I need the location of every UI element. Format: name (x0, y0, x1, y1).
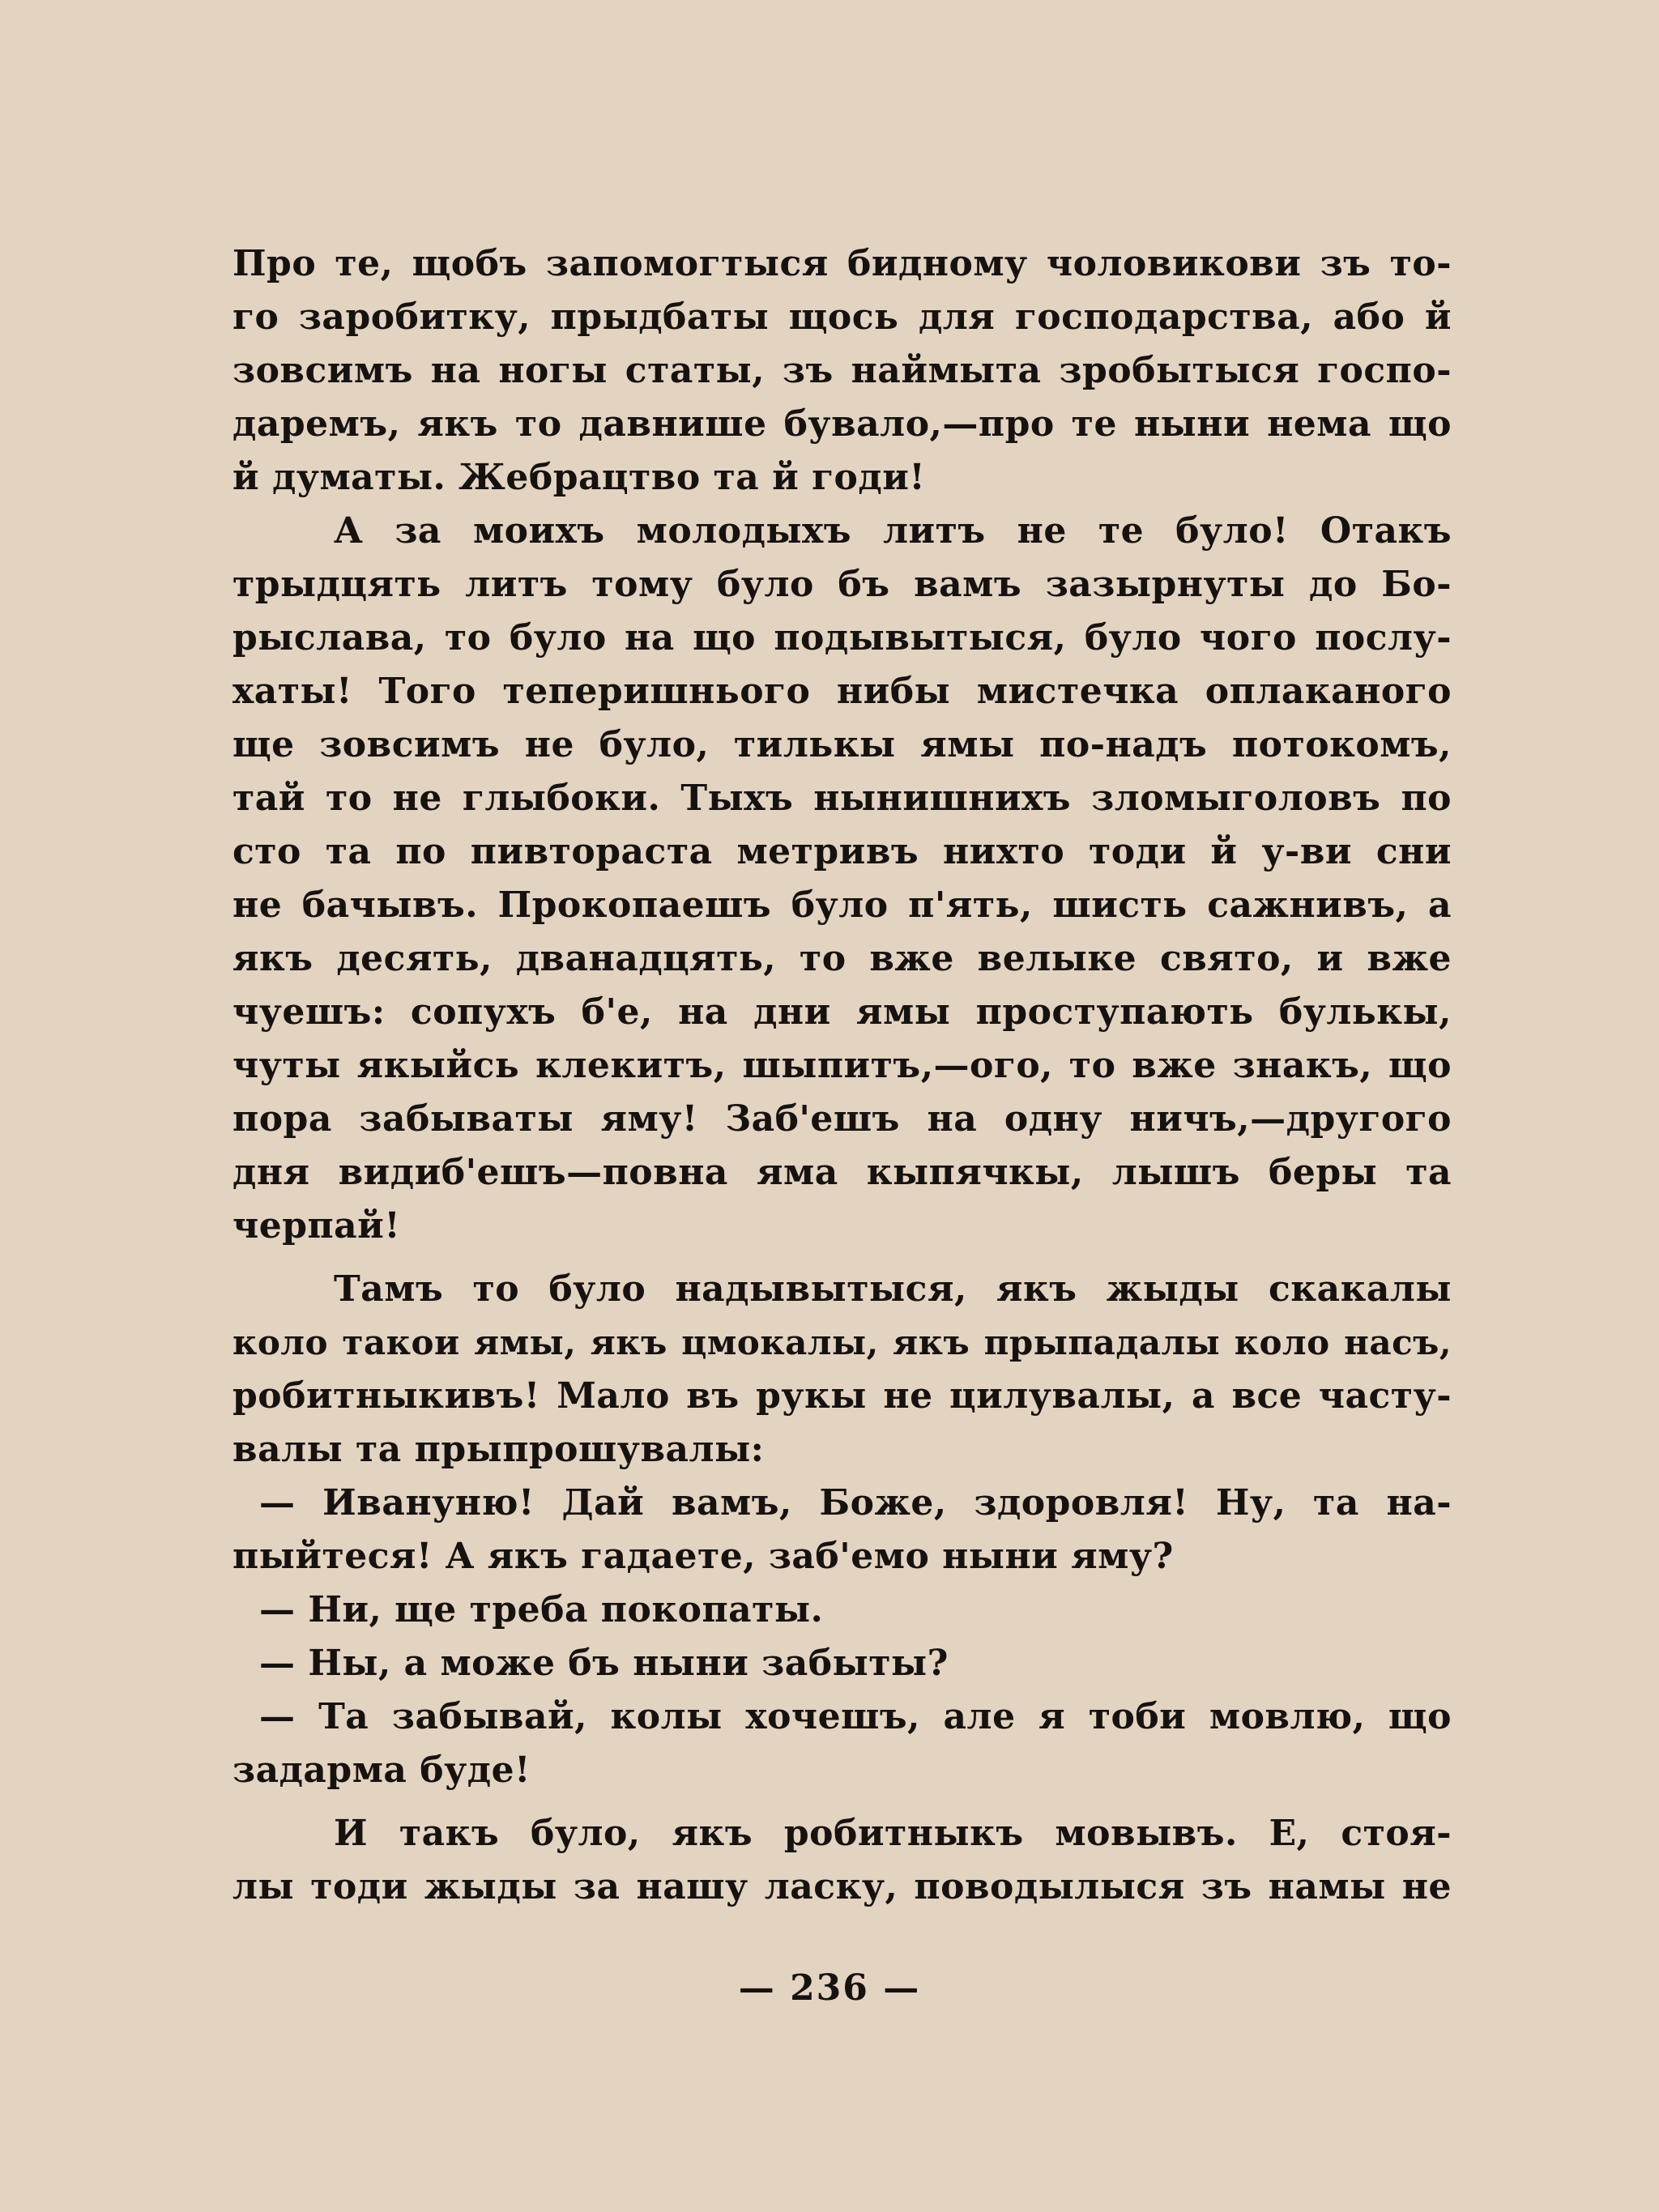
text-line: А за моихъ молодыхъ литъ не те було! Отакъ (334, 510, 1452, 552)
text-line: рыслава, то було на що подывытыся, було чого послу- (232, 617, 1452, 658)
text-line: задарма буде! (232, 1750, 531, 1791)
text-line: коло такои ямы, якъ цмокалы, якъ прыпадалы коло насъ, (232, 1323, 1452, 1362)
text-line: го заробитку, прыдбаты щось для господарства, або й (232, 296, 1452, 338)
text-line: чуты якыйсь клекитъ, шыпитъ,—ого, то вже знакъ, що (232, 1045, 1452, 1086)
text-line: й думаты. Жебрацтво та й годи! (232, 457, 926, 498)
text-line: зовсимъ на ногы статы, зъ наймыта зробытыся госпо- (232, 350, 1452, 391)
text-line: лы тоди жыды за нашу ласку, поводылыся зъ намы не (232, 1866, 1452, 1907)
page-number: — 236 — (738, 1967, 921, 2009)
text-line: чуешъ: сопухъ б'е, на дни ямы проступають булькы, (232, 991, 1452, 1033)
text-line: пора забываты яму! Заб'ешъ на одну ничъ,—другого (232, 1098, 1452, 1140)
text-line: хаты! Того теперишнього нибы мистечка оплаканого (232, 671, 1452, 712)
text-line: черпай! (232, 1205, 401, 1247)
text-line: И такъ було, якъ робитныкъ мовывъ. Е, стоя- (334, 1813, 1452, 1854)
dialogue-line: — Ны, а може бъ ныни забыты? (259, 1643, 949, 1684)
dialogue-line: — Та забывай, колы хочешъ, але я тоби мовлю, що (259, 1696, 1452, 1737)
text-line: Тамъ то було надывытыся, якъ жыды скакалы (334, 1268, 1452, 1310)
text-line: тай то не глыбоки. Тыхъ нынишнихъ зломыголовъ по (232, 778, 1452, 819)
text-line: пыйтеся! А якъ гадаете, заб'емо ныни яму? (232, 1536, 1174, 1577)
text-line: робитныкивъ! Мало въ рукы не цилувалы, а все часту- (232, 1375, 1452, 1417)
text-line: не бачывъ. Прокопаешъ було п'ять, шисть сажнивъ, а (232, 884, 1452, 926)
dialogue-line: — Ивануню! Дай вамъ, Боже, здоровля! Ну, та на- (259, 1482, 1452, 1524)
text-line: даремъ, якъ то давнише бувало,—про те ныни нема що (232, 403, 1452, 445)
text-line: сто та по пивтораста метривъ нихто тоди й у-ви сни (232, 831, 1452, 872)
text-line: Про те, щобъ запомогтыся бидному чоловикови зъ то- (232, 243, 1452, 284)
text-line: дня видиб'ешъ—повна яма кыпячкы, лышъ беры та (232, 1152, 1452, 1193)
text-line: ще зовсимъ не було, тилькы ямы по-надъ потокомъ, (232, 724, 1452, 765)
dialogue-line: — Ни, ще треба покопаты. (259, 1589, 824, 1630)
text-line: трыдцять литъ тому було бъ вамъ зазырнуты до Бо- (232, 564, 1452, 605)
text-line: якъ десять, дванадцять, то вже велыке свято, и вже (232, 938, 1452, 979)
text-line: валы та прыпрошувалы: (232, 1429, 765, 1470)
